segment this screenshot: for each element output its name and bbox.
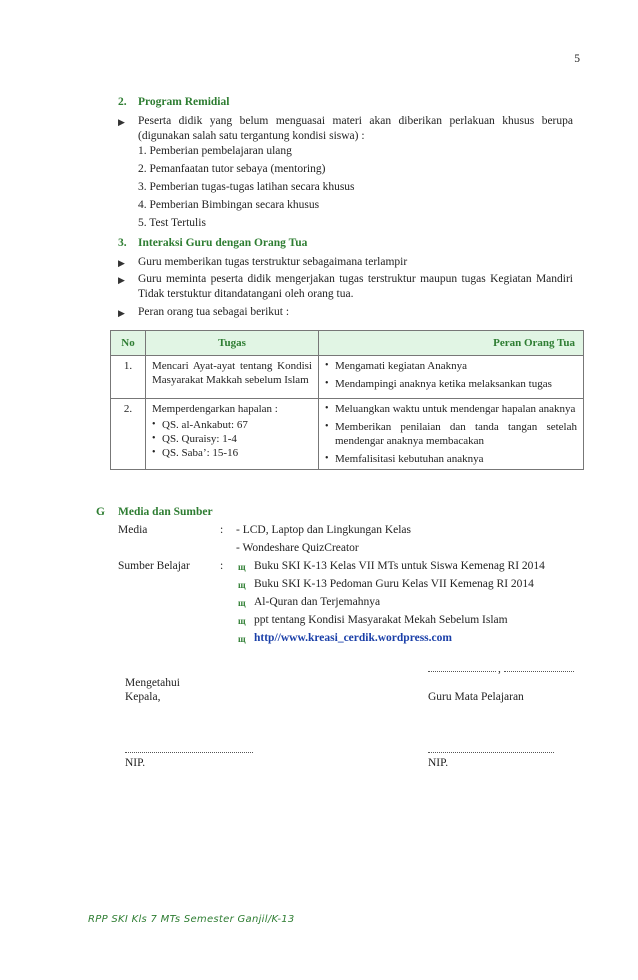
page-number: 5 — [574, 53, 580, 65]
book-bullet-icon: щ — [238, 616, 246, 626]
page-footer: RPP SKI Kls 7 MTs Semester Ganjil/K-13 — [88, 914, 295, 925]
list-item: 3. Pemberian tugas-tugas latihan secara khusus — [138, 181, 355, 193]
table-header-no: No — [111, 331, 146, 356]
sumber-item: Buku SKI K-13 Kelas VII MTs untuk Siswa Kemenag RI 2014 — [254, 560, 545, 572]
guru-mapel-label: Guru Mata Pelajaran — [428, 691, 524, 703]
colon: : — [220, 524, 224, 536]
bullet-icon: • — [325, 453, 329, 464]
media-item: - Wondeshare QuizCreator — [236, 542, 359, 554]
section-title-media-sumber: Media dan Sumber — [118, 506, 213, 518]
list-item: 2. Pemanfaatan tutor sebaya (mentoring) — [138, 163, 326, 175]
section-heading-program-remidial — [118, 95, 229, 110]
arrow-bullet-icon: ▶ — [118, 275, 125, 285]
peran-orang-tua-table — [110, 330, 584, 470]
list-item: 4. Pemberian Bimbingan secara khusus — [138, 199, 320, 211]
section-heading-interaksi — [118, 236, 307, 251]
place-date-separator: , — [498, 663, 501, 675]
bullet-icon: • — [152, 447, 156, 458]
section-title: Interaksi Guru dengan Orang Tua — [138, 237, 308, 249]
list-item: • Mengamati kegiatan Anaknya — [325, 360, 467, 372]
place-blank-line — [428, 671, 496, 672]
colon: : — [220, 560, 224, 572]
sumber-item: Buku SKI K-13 Pedoman Guru Kelas VII Kemenag RI 2014 — [254, 578, 534, 590]
sumber-item: Al-Quran dan Terjemahnya — [254, 596, 381, 608]
bullet-icon: • — [325, 378, 329, 389]
bullet-icon: • — [325, 360, 329, 371]
signature-line-right — [428, 752, 554, 753]
media-label: Media — [118, 524, 148, 536]
arrow-bullet-icon: ▶ — [118, 117, 125, 127]
sumber-item: ppt tentang Kondisi Masyarakat Mekah Sebelum Islam — [254, 614, 508, 626]
list-item: • QS. al-Ankabut: 67 — [152, 419, 248, 431]
section-letter: G — [96, 506, 105, 518]
table-row — [111, 356, 584, 399]
book-bullet-icon: щ — [238, 634, 246, 644]
date-blank-line — [504, 671, 574, 672]
table-cell-peran — [319, 399, 584, 470]
table-cell-peran — [319, 356, 584, 399]
list-item: • Mendampingi anaknya ketika melaksankan tugas — [325, 378, 552, 390]
arrow-bullet-icon: ▶ — [118, 258, 125, 268]
paragraph-remidial-intro: Peserta didik yang belum menguasai materi akan diberikan perlakuan khusus berupa (digunakan salah satu tergantung kondisi siswa) : — [138, 115, 573, 142]
list-item: • Meluangkan waktu untuk mendengar hapalan anaknya — [325, 403, 576, 415]
book-bullet-icon: щ — [238, 562, 246, 572]
section-number: 2. — [118, 96, 127, 108]
signature-line-left — [125, 752, 253, 753]
tugas-text: Memperdengarkan hapalan : — [152, 403, 278, 415]
sumber-belajar-label: Sumber Belajar — [118, 560, 190, 572]
book-bullet-icon: щ — [238, 580, 246, 590]
sumber-link[interactable]: http//www.kreasi_cerdik.wordpress.com — [254, 632, 452, 644]
paragraph-interaksi-point: Guru meminta peserta didik mengerjakan tugas terstruktur maupun tugas Kegiatan Mandiri Tidak terstuktur ditandatangani oleh orang tua. — [138, 273, 573, 300]
list-item: 1. Pemberian pembelajaran ulang — [138, 145, 292, 157]
kepala-label: Kepala, — [125, 691, 161, 703]
mengetahui-label: Mengetahui — [125, 677, 180, 689]
table-cell-no: 1. — [111, 356, 146, 399]
table-header-peran: Peran Orang Tua — [319, 331, 584, 356]
table-cell-tugas: Mencari Ayat-ayat tentang Kondisi Masyarakat Makkah sebelum Islam — [146, 356, 319, 399]
table-row — [111, 399, 584, 470]
paragraph-interaksi-point: Guru memberikan tugas terstruktur sebagaimana terlampir — [138, 256, 408, 268]
section-number: 3. — [118, 237, 127, 249]
table-cell-no: 2. — [111, 399, 146, 470]
table-header-row — [111, 331, 584, 356]
list-item: • Memberikan penilaian dan tanda tangan setelah mendengar anaknya membacakan — [325, 421, 577, 447]
paragraph-interaksi-point: Peran orang tua sebagai berikut : — [138, 306, 290, 318]
table-cell-tugas — [146, 399, 319, 470]
bullet-icon: • — [152, 419, 156, 430]
list-item: • Memfalisitasi kebutuhan anaknya — [325, 453, 484, 465]
bullet-icon: • — [325, 421, 329, 432]
list-item: • QS. Quraisy: 1-4 — [152, 433, 237, 445]
section-title: Program Remidial — [138, 96, 230, 108]
media-item: - LCD, Laptop dan Lingkungan Kelas — [236, 524, 412, 536]
arrow-bullet-icon: ▶ — [118, 308, 125, 318]
table-header-tugas: Tugas — [146, 331, 319, 356]
bullet-icon: • — [325, 403, 329, 414]
bullet-icon: • — [152, 433, 156, 444]
list-item: 5. Test Tertulis — [138, 217, 206, 229]
list-item: • QS. Saba’: 15-16 — [152, 447, 239, 459]
nip-left: NIP. — [125, 757, 146, 769]
book-bullet-icon: щ — [238, 598, 246, 608]
nip-right: NIP. — [428, 757, 449, 769]
